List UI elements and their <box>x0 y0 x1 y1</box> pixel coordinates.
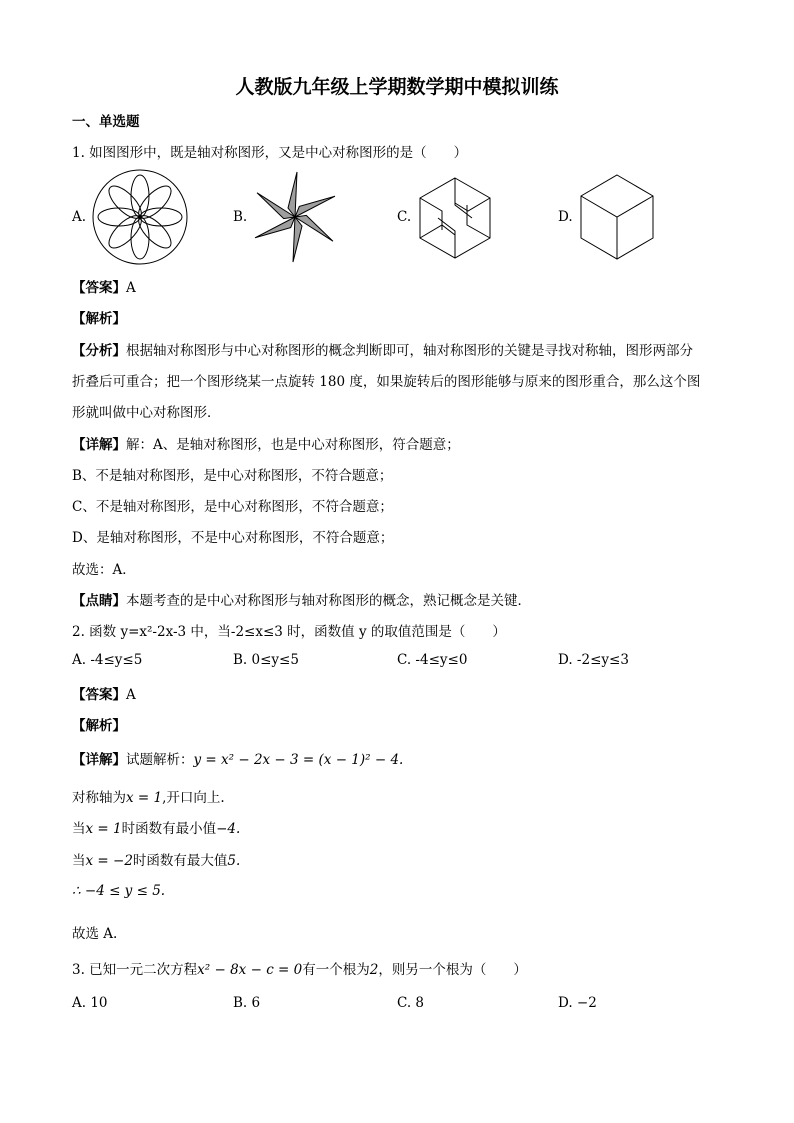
q1-xiangjie-text: 解：A、是轴对称图形，也是中心对称图形，符合题意； <box>126 437 460 453</box>
q3-option-a: A. 10 <box>72 995 108 1011</box>
answer-tag: 【答案】 <box>72 687 126 703</box>
q2-choose: 故选 A. <box>72 926 118 942</box>
q1-dianjing-line <box>72 589 531 609</box>
q2-xiangjie-lead: 试题解析： <box>126 752 194 768</box>
q2-line-3 <box>72 849 240 869</box>
page-title: 人教版九年级上学期数学期中模拟训练 <box>235 76 559 98</box>
q1-fenxi-text-1: 根据轴对称图形与中心对称图形的概念判断即可，轴对称图形的关键是寻找对称轴，图形两部分 <box>126 343 693 359</box>
q2-answer-line <box>72 683 136 703</box>
q2-line-2 <box>72 817 240 837</box>
q2-line-3-math: x = −2 <box>85 853 133 869</box>
q2-xiangjie-line <box>72 748 403 768</box>
answer-tag: 【答案】 <box>72 280 126 296</box>
q3-stem-mid: 有一个根为 <box>302 962 370 978</box>
q2-conclusion: ∴ −4 ≤ y ≤ 5. <box>72 883 166 899</box>
fenxi-tag: 【分析】 <box>72 343 126 359</box>
xiangjie-tag: 【详解】 <box>72 437 126 453</box>
q3-equation: x² − 8x − c = 0 <box>197 962 303 978</box>
q1-fenxi-line-1 <box>72 339 693 359</box>
q2-line-2-val: −4. <box>216 821 241 837</box>
q2-line-1-post: ,开口向上. <box>162 790 225 806</box>
q2-line-2-pre: 当 <box>72 821 86 837</box>
q2-line-3-val: 5. <box>227 853 241 869</box>
q1-fenxi-line-3: 形就叫做中心对称图形． <box>72 405 221 421</box>
q1-answer: A <box>126 280 136 296</box>
q1-dianjing-text: 本题考查的是中心对称图形与轴对称图形的概念，熟记概念是关键． <box>126 593 531 609</box>
q2-option-c: C. -4≤y≤0 <box>397 652 468 668</box>
q3-stem-pre: 3. 已知一元二次方程 <box>72 962 198 978</box>
q1-fenxi-line-2: 折叠后可重合；把一个图形绕某一点旋转 180 度，如果旋转后的图形能够与原来的图形重合，那么这个图 <box>72 374 701 390</box>
q2-line-2-math: x = 1 <box>85 821 122 837</box>
q1-stem: 1. 如图图形中，既是轴对称图形，又是中心对称图形的是（ ） <box>72 145 468 161</box>
q1-line-b: B、不是轴对称图形，是中心对称图形，不符合题意； <box>72 468 393 484</box>
q2-line-2-mid: 时函数有最小值 <box>121 821 217 837</box>
q1-xiangjie-line <box>72 433 460 453</box>
q1-figure-c-hexagon <box>412 175 498 261</box>
dianjing-tag: 【点睛】 <box>72 593 126 609</box>
q1-figure-b-pinwheel <box>250 170 340 265</box>
q1-figure-a-flower <box>90 167 190 267</box>
q1-option-c-label: C. <box>397 209 412 225</box>
q3-option-c: C. 8 <box>397 995 425 1011</box>
q1-answer-line <box>72 276 136 296</box>
q3-option-b: B. 6 <box>233 995 261 1011</box>
q2-option-d: D. -2≤y≤3 <box>558 652 629 668</box>
q2-answer: A <box>126 687 136 703</box>
q2-stem: 2. 函数 y=x²-2x-3 中，当-2≤x≤3 时，函数值 y 的取值范围是（ ） <box>72 624 506 640</box>
q3-stem-post: ，则另一个根为（ ） <box>378 962 527 978</box>
q2-line-3-pre: 当 <box>72 853 86 869</box>
q3-stem <box>72 958 527 978</box>
q2-line-1-pre: 对称轴为 <box>72 790 126 806</box>
q2-line-3-mid: 时函数有最大值 <box>132 853 228 869</box>
q2-option-a: A. -4≤y≤5 <box>72 652 143 668</box>
q2-equation: y = x² − 2x − 3 = (x − 1)² − 4. <box>193 752 404 768</box>
q1-choose: 故选：A． <box>72 562 136 578</box>
q1-option-a-label: A. <box>72 209 87 225</box>
analysis-tag: 【解析】 <box>72 718 126 734</box>
q1-line-c: C、不是轴对称图形，是中心对称图形，不符合题意； <box>72 499 393 515</box>
xiangjie-tag: 【详解】 <box>72 752 126 768</box>
analysis-tag: 【解析】 <box>72 311 126 327</box>
q2-option-b: B. 0≤y≤5 <box>233 652 299 668</box>
q1-option-b-label: B. <box>233 209 248 225</box>
section-heading: 一、单选题 <box>72 114 140 130</box>
q1-line-d: D、是轴对称图形，不是中心对称图形，不符合题意； <box>72 530 394 546</box>
q2-line-1-math: x = 1 <box>126 790 163 806</box>
q3-root: 2 <box>369 962 379 978</box>
q2-line-1 <box>72 786 225 806</box>
q3-option-d: D. −2 <box>558 995 597 1011</box>
q1-option-d-label: D. <box>558 209 573 225</box>
q1-figure-d-cube <box>577 172 657 262</box>
